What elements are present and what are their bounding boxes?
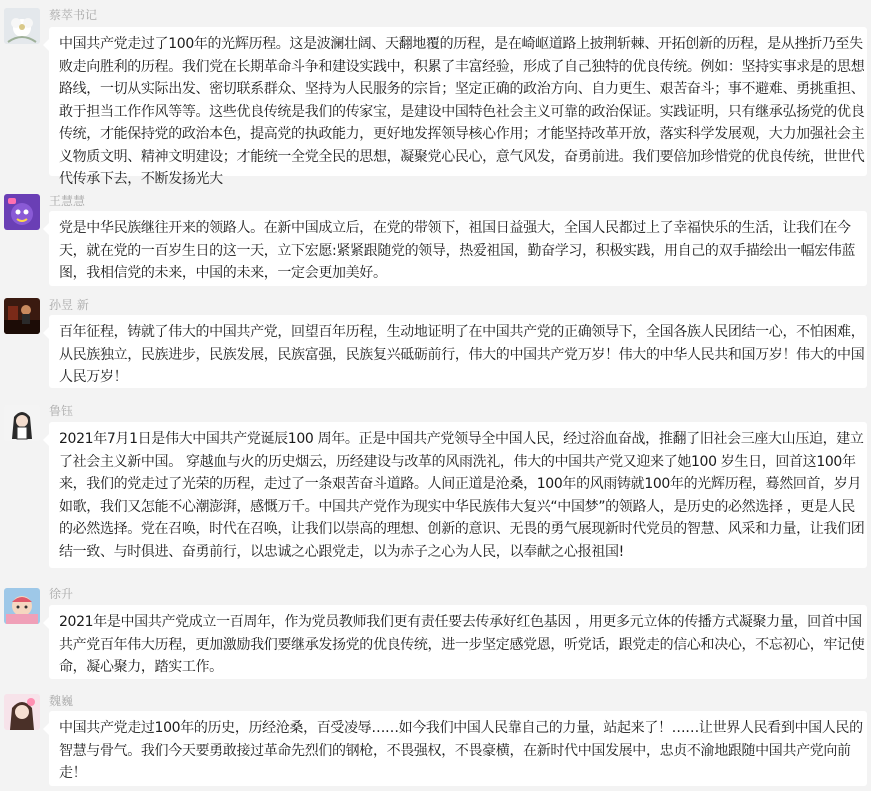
anime-girl-avatar-icon[interactable] xyxy=(4,405,40,441)
sender-name: 鲁钰 xyxy=(49,404,74,418)
message-bubble: 中国共产党走过100年的历史，历经沧桑，百受凌辱……如今我们中国人民靠自己的力量，站起来了！……让世界人民看到中国人民的智慧与骨气。我们今天要勇敢接过革命先烈们的钢枪，不畏强权，不畏豪横，在新时代中国发展中，忠贞不渝地跟随中国共产党向前走！ xyxy=(49,711,867,786)
message-bubble: 党是中华民族继往开来的领路人。在新中国成立后，在党的带领下，祖国日益强大，全国人民都过上了幸福快乐的生活，让我们在今天，就在党的一百岁生日的这一天，立下宏愿:紧紧跟随党的领导，热爱祖国，勤奋学习，积极实践，用自己的双手描绘出一幅宏伟蓝图，我相信党的未来，中国的未来，一定会更加美好。 xyxy=(49,211,867,286)
sender-name: 徐升 xyxy=(49,587,74,601)
message-bubble: 百年征程，铸就了伟大的中国共产党，回望百年历程，生动地证明了在中国共产党的正确领导下，全国各族人民团结一心，不怕困难，从民族独立，民族进步，民族发展，民族富强，民族复兴砥砺前行，伟大的中国共产党万岁！伟大的中华人民共和国万岁！伟大的中国人民万岁！ xyxy=(49,315,867,388)
sender-name: 蔡萃书记 xyxy=(49,8,98,22)
sender-name: 魏巍 xyxy=(49,694,74,708)
piano-avatar-icon[interactable] xyxy=(4,298,40,334)
sender-name: 王慧慧 xyxy=(49,194,86,208)
message-bubble: 中国共产党走过了100年的光辉历程。这是波澜壮阔、天翻地覆的历程，是在崎岖道路上披荆斩棘、开拓创新的历程，是从挫折乃至失败走向胜利的历程。我们党在长期革命斗争和建设实践中，积累了丰富经验，形成了自己独特的优良传统。例如：坚持实事求是的思想路线，一切从实际出发、密切联系群众、坚持为人民服务的宗旨；坚定正确的政治方向、自力更生、艰苦奋斗；事不避难、勇挑重担、敢于担当工作作风等等。这些优良传统是我们的传家宝，是建设中国特色社会主义可靠的政治保证。实践证明，只有继承弘扬党的优良传统，才能保持党的政治本色，提高党的执政能力，更好地发挥领导核心作用；才能坚持改革开放，落实科学发展观，大力加强社会主义物质文明、精神文明建设；才能统一全党全民的思想，凝聚党心民心，意气风发，奋勇前进。我们要倍加珍惜党的优良传统，世世代代传承下去，不断发扬光大 xyxy=(49,27,867,176)
cartoon-character-avatar-icon[interactable] xyxy=(4,588,40,624)
message-bubble: 2021年7月1日是伟大中国共产党诞辰100 周年。正是中国共产党领导全中国人民，经过浴血奋战，推翻了旧社会三座大山压迫，建立了社会主义新中国。 穿越血与火的历史烟云，历经建设与改革的风雨洗礼，伟大的中国共产党又迎来了她100 岁生日，回首这100年来，我们的党走过了光荣的历程，走过了一条艰苦奋斗道路。人间正道是沧桑，100年的风雨铸就100年的光辉历程，蓦然回首，岁月如歌，我们又怎能不心潮澎湃，感慨万千。中国共产党作为现实中华民族伟大复兴“中国梦”的领路人，是历史的必然选择 ，更是人民的必然选择。党在召唤，时代在召唤，让我们以崇高的理想、创新的意识、无畏的勇气展现新时代党员的智慧、风采和力量，让我们团结一致、与时俱进、奋勇前行，以忠诚之心跟党走，以为赤子之心为人民，以奉献之心报祖国! xyxy=(49,422,867,568)
message-bubble: 2021年是中国共产党成立一百周年，作为党员教师我们更有责任要去传承好红色基因 ，用更多元立体的传播方式凝聚力量，回首中国共产党百年伟大历程，更加激励我们要继承发扬党的优良传统，进一步坚定感党恩，听党话，跟党走的信心和决心，不忘初心，牢记使命，凝心聚力，踏实工作。 xyxy=(49,605,867,679)
girl-avatar-icon[interactable] xyxy=(4,694,40,730)
cartoon-avatar-icon[interactable] xyxy=(4,194,40,230)
sender-name: 孙昱 新 xyxy=(49,298,89,312)
flower-avatar-icon[interactable] xyxy=(4,8,40,44)
